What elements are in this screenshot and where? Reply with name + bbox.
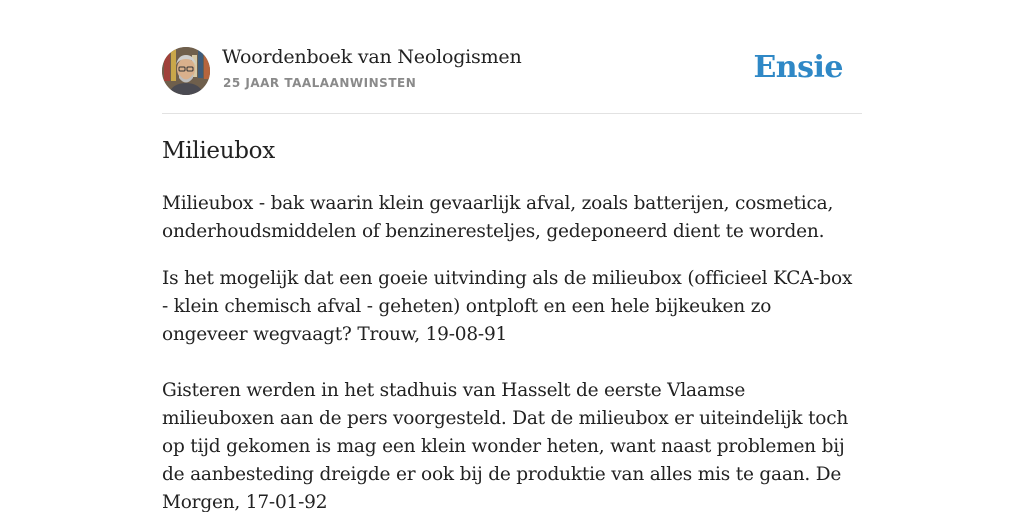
entry-quote-1: Is het mogelijk dat een goeie uitvinding als de milieubox (officieel KCA-box - klein chemisch afval - geheten) ontploft en een hele bijkeuken zo ongeveer wegvaagt? Trouw, 19-08-91 <box>162 268 853 345</box>
entry-quote-2: Gisteren werden in het stadhuis van Hasselt de eerste Vlaamse milieuboxen aan de pers voorgesteld. Dat de milieubox er uiteindelijk toch op tijd gekomen is mag een klein wonder heten, want naast problemen bij de aanbesteding dreigde er ook bij de produktie van alles mis te gaan. De Morgen, 17-01-92 <box>162 380 849 512</box>
entry-body <box>162 190 862 512</box>
portrait-avatar-icon[interactable] <box>162 47 210 95</box>
site-subtitle: 25 JAAR TAALAANWINSTEN <box>223 76 417 90</box>
entry-definition: Milieubox - bak waarin klein gevaarlijk afval, zoals batterijen, cosmetica, onderhoudsmiddelen of benzineresteljes, gedeponeerd dient te worden. <box>162 193 834 242</box>
site-title[interactable]: Woordenboek van Neologismen <box>222 46 522 68</box>
header <box>162 46 862 96</box>
entry-title: Milieubox <box>162 138 275 164</box>
brand-logo[interactable]: Ensie <box>753 50 843 85</box>
header-divider <box>162 113 862 114</box>
